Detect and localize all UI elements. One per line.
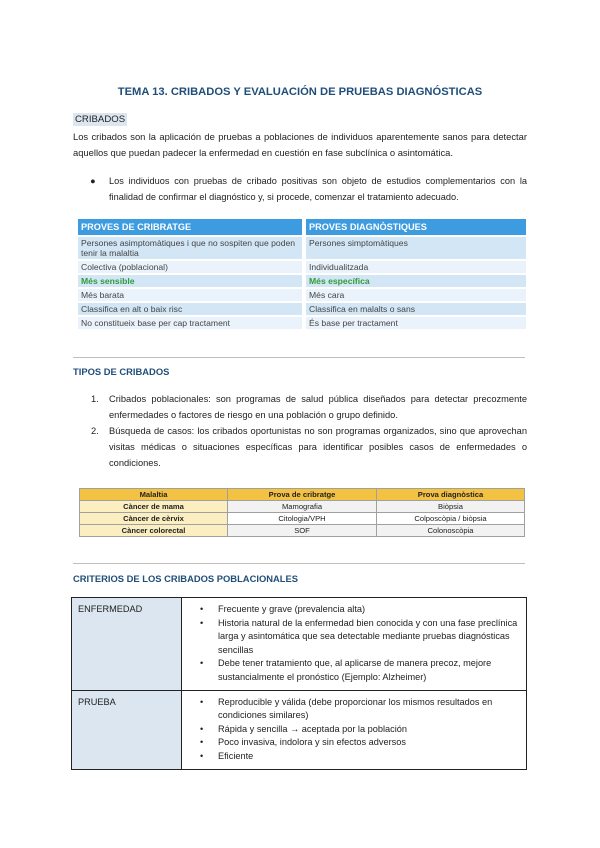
criterio-content-prueba — [182, 690, 527, 769]
list-number: 2. — [91, 426, 99, 436]
list-item: • Poco invasiva, indolora y sin efectos adversos — [200, 736, 518, 750]
table-cell: Colonoscòpia — [377, 525, 525, 537]
list-item: • Eficiente — [200, 750, 518, 764]
table-cell: Més específica — [304, 274, 526, 288]
table-cell: Més barata — [78, 288, 304, 302]
table-cell: Colposcòpia / biòpsia — [377, 513, 525, 525]
list-item: • Historia natural de la enfermedad bien conocida y con una fase preclínica larga y asintomática que sea detectable mediante pruebas diagnósticas sencillas — [200, 617, 518, 658]
cancer-header-cribratge: Prova de cribratge — [228, 489, 377, 501]
cribados-bullet — [91, 173, 527, 205]
table-row — [78, 316, 526, 329]
list-item-text: Búsqueda de casos: los cribados oportunistas no son programas organizados, sino que aprovechan visitas médicas o situaciones específicas para identificar posibles casos de enfermedades o condiciones. — [109, 426, 527, 468]
criterios-heading: CRITERIOS DE LOS CRIBADOS POBLACIONALES — [73, 573, 299, 584]
cribados-heading: CRIBADOS — [75, 114, 126, 125]
table-cell: Classifica en malalts o sans — [304, 302, 526, 316]
table-cell: Classifica en alt o baix risc — [78, 302, 304, 316]
list-item-text: Cribados poblacionales: son programas de salud pública diseñados para detectar precozmente enfermedades o factores de riesgo en una población o grupo definido. — [109, 394, 527, 420]
cancer-table — [79, 488, 525, 537]
list-item: • Reproducible y válida (debe proporcionar los mismos resultados en condiciones similares) — [200, 696, 518, 723]
table-cell: Colectiva (poblacional) — [78, 260, 304, 274]
table-row — [80, 501, 525, 513]
table-row — [78, 288, 526, 302]
table-cell: És base per tractament — [304, 316, 526, 329]
table-row — [78, 274, 526, 288]
divider — [73, 357, 525, 358]
table-cell: Càncer de mama — [80, 501, 228, 513]
table-cell: SOF — [228, 525, 377, 537]
tipos-heading: TIPOS DE CRIBADOS — [73, 366, 170, 377]
criterio-label-prueba: PRUEBA — [72, 690, 182, 769]
table-cell: Persones asimptomàtiques i que no sospiten que poden tenir la malaltia — [78, 236, 304, 260]
table-cell: Més cara — [304, 288, 526, 302]
table-cell: Càncer colorectal — [80, 525, 228, 537]
table-cell: Biòpsia — [377, 501, 525, 513]
cancer-header-diagnostica: Prova diagnòstica — [377, 489, 525, 501]
list-number: 1. — [91, 394, 99, 404]
criterio-label-enfermedad: ENFERMEDAD — [72, 598, 182, 691]
proves-table — [78, 219, 526, 329]
table-row — [72, 690, 527, 769]
table-row — [78, 236, 526, 260]
page-title: TEMA 13. CRIBADOS Y EVALUACIÓN DE PRUEBAS DIAGNÓSTICAS — [117, 86, 483, 98]
cancer-header-malaltia: Malaltia — [80, 489, 228, 501]
table-cell: Més sensible — [78, 274, 304, 288]
table-cell: Càncer de cèrvix — [80, 513, 228, 525]
list-item: • Rápida y sencilla → aceptada por la población — [200, 723, 518, 737]
table-row — [78, 260, 526, 274]
criterio-content-enfermedad — [182, 598, 527, 691]
list-item: • Debe tener tratamiento que, al aplicarse de manera precoz, mejore sustancialmente el pronóstico (Ejemplo: Alzheimer) — [200, 657, 518, 684]
table-row — [80, 525, 525, 537]
table-cell: Individualitzada — [304, 260, 526, 274]
cribados-bullet-text: Los individuos con pruebas de cribado positivas son objeto de estudios complementarios con la finalidad de confirmar el diagnóstico y, si procede, comenzar el tratamiento adecuado. — [109, 176, 527, 202]
divider — [73, 563, 525, 564]
table-row — [80, 513, 525, 525]
table-row — [72, 598, 527, 691]
list-item — [91, 423, 527, 471]
list-item — [91, 391, 527, 423]
proves-header-diagnostiques: PROVES DIAGNÒSTIQUES — [304, 219, 526, 236]
table-row — [78, 302, 526, 316]
criterios-table — [71, 597, 527, 770]
bullet-icon: ● — [90, 176, 96, 186]
table-cell: Citologia/VPH — [228, 513, 377, 525]
table-cell: Persones simptomàtiques — [304, 236, 526, 260]
tipos-list — [91, 391, 527, 471]
cribados-intro: Los cribados son la aplicación de pruebas a poblaciones de individuos aparentemente sanos para detectar aquellos que puedan padecer la enfermedad en cuestión en fase subclínica o asintomática. — [73, 131, 527, 158]
list-item: • Frecuente y grave (prevalencia alta) — [200, 603, 518, 617]
table-cell: Mamografia — [228, 501, 377, 513]
table-cell: No constitueix base per cap tractament — [78, 316, 304, 329]
proves-header-cribratge: PROVES DE CRIBRATGE — [78, 219, 304, 236]
